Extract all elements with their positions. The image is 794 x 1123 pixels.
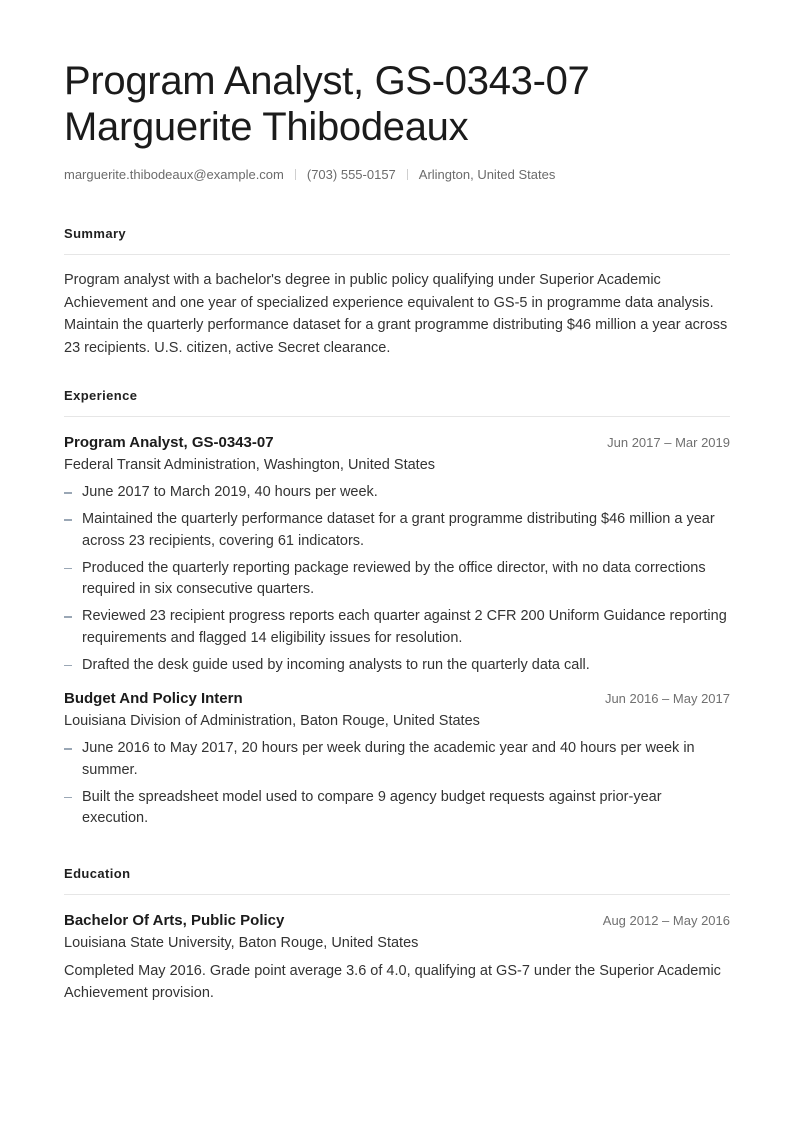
section-heading: Experience bbox=[64, 388, 138, 403]
divider bbox=[407, 169, 408, 180]
summary-section bbox=[64, 224, 730, 359]
entry-header bbox=[64, 688, 730, 710]
entry-title: Program Analyst, GS-0343-07 bbox=[64, 434, 274, 451]
experience-section bbox=[64, 386, 730, 835]
contact-phone[interactable]: (703) 555-0157 bbox=[306, 167, 396, 182]
page-title bbox=[64, 58, 730, 150]
dash-bullet-icon bbox=[64, 568, 72, 570]
entry-dates: Jun 2017 – Mar 2019 bbox=[607, 435, 730, 450]
divider bbox=[295, 169, 296, 180]
education-entry bbox=[64, 910, 730, 1004]
list-item: Reviewed 23 recipient progress reports each quarter against 2 CFR 200 Uniform Guidance reporting requirements and flagged 14 eligibility issues for resolution. bbox=[64, 606, 730, 649]
dash-bullet-icon bbox=[64, 519, 72, 521]
list-item: Built the spreadsheet model used to compare 9 agency budget requests against prior-year execution. bbox=[64, 787, 730, 830]
entry-dates: Aug 2012 – May 2016 bbox=[602, 913, 730, 928]
bullet-list bbox=[64, 738, 730, 830]
entry-title: Budget And Policy Intern bbox=[64, 690, 243, 707]
contact-location: Arlington, United States bbox=[418, 167, 556, 182]
experience-entry bbox=[64, 432, 730, 676]
entry-header bbox=[64, 432, 730, 454]
list-item: Produced the quarterly reporting package reviewed by the office director, with no data corrections required in six consecutive quarters. bbox=[64, 558, 730, 601]
section-divider bbox=[64, 416, 730, 417]
section-heading: Summary bbox=[64, 226, 127, 241]
section-divider bbox=[64, 894, 730, 895]
job-title: Program Analyst, GS-0343-07 bbox=[64, 59, 590, 103]
contact-line bbox=[64, 167, 730, 182]
dash-bullet-icon bbox=[64, 616, 72, 618]
candidate-name: Marguerite Thibodeaux bbox=[64, 105, 469, 149]
entry-dates: Jun 2016 – May 2017 bbox=[604, 691, 730, 706]
education-section bbox=[64, 864, 730, 1004]
list-item: Drafted the desk guide used by incoming analysts to run the quarterly data call. bbox=[64, 655, 730, 677]
education-details: Completed May 2016. Grade point average 3.6 of 4.0, qualifying at GS-7 under the Superior Academic Achievement provision. bbox=[64, 963, 721, 1001]
entry-organization: Louisiana State University, Baton Rouge, United States bbox=[64, 935, 419, 951]
entry-header bbox=[64, 910, 730, 932]
summary-text: Program analyst with a bachelor's degree in public policy qualifying under Superior Academic Achievement and one year of specialized experience equivalent to GS-5 in programme data analysis. Maintain the quarterly performance dataset for a grant programme distributing $46 million a year across 23 recipients. U.S. citizen, active Secret clearance. bbox=[64, 272, 728, 356]
dash-bullet-icon bbox=[64, 492, 72, 494]
dash-bullet-icon bbox=[64, 797, 72, 799]
experience-entry bbox=[64, 688, 730, 830]
entry-organization: Federal Transit Administration, Washington, United States bbox=[64, 457, 436, 473]
entry-organization: Louisiana Division of Administration, Baton Rouge, United States bbox=[64, 713, 480, 729]
bullet-list bbox=[64, 482, 730, 676]
section-divider bbox=[64, 254, 730, 255]
dash-bullet-icon bbox=[64, 665, 72, 667]
section-heading: Education bbox=[64, 866, 131, 881]
entry-title: Bachelor Of Arts, Public Policy bbox=[64, 912, 285, 929]
dash-bullet-icon bbox=[64, 748, 72, 750]
list-item: June 2016 to May 2017, 20 hours per week during the academic year and 40 hours per week in summer. bbox=[64, 738, 730, 781]
contact-email[interactable]: marguerite.thibodeaux@example.com bbox=[64, 167, 284, 182]
list-item: June 2017 to March 2019, 40 hours per week. bbox=[64, 482, 730, 504]
list-item: Maintained the quarterly performance dataset for a grant programme distributing $46 million a year across 23 recipients, covering 61 indicators. bbox=[64, 509, 730, 552]
